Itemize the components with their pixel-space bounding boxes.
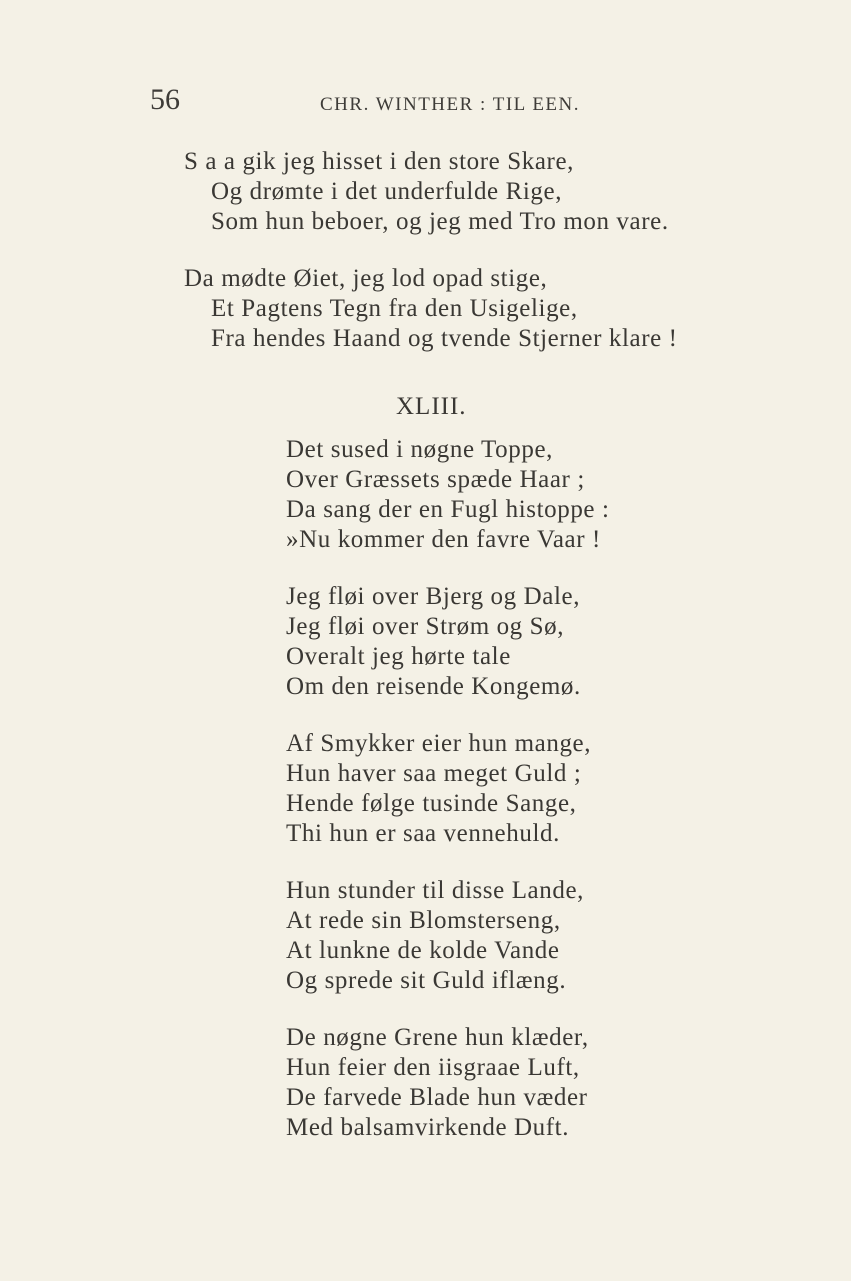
poem-line: »Nu kommer den favre Vaar ! — [286, 526, 601, 553]
poem-line: Overalt jeg hørte tale — [286, 643, 511, 670]
poem-line: Hun stunder til disse Lande, — [286, 877, 585, 904]
poem-line: Og sprede sit Guld iflæng. — [286, 967, 567, 994]
poem-line: Om den reisende Kongemø. — [286, 673, 581, 700]
poem-line: Da mødte Øiet, jeg lod opad stige, — [184, 265, 548, 292]
poem-line: Fra hendes Haand og tvende Stjerner klare ! — [211, 325, 678, 352]
poem-line: Det sused i nøgne Toppe, — [286, 436, 554, 463]
poem-line: Hun haver saa meget Guld ; — [286, 760, 582, 787]
poem-line: Over Græssets spæde Haar ; — [286, 466, 585, 493]
poem-line: Af Smykker eier hun mange, — [286, 730, 592, 757]
poem-line: Med balsamvirkende Duft. — [286, 1114, 570, 1141]
poem-line: De nøgne Grene hun klæder, — [286, 1024, 589, 1051]
poem-line: At lunkne de kolde Vande — [286, 937, 560, 964]
poem-line: Jeg fløi over Bjerg og Dale, — [286, 583, 581, 610]
poem-line: Og drømte i det underfulde Rige, — [211, 178, 563, 205]
poem-line: Hende følge tusinde Sange, — [286, 790, 577, 817]
poem-line: At rede sin Blomsterseng, — [286, 907, 561, 934]
page-number: 56 — [150, 83, 180, 116]
poem-line: Da sang der en Fugl histoppe : — [286, 496, 610, 523]
poem-line: Jeg fløi over Strøm og Sø, — [286, 613, 565, 640]
poem-line: Hun feier den iisgraae Luft, — [286, 1054, 580, 1081]
section-heading: XLIII. — [396, 393, 467, 420]
poem-line: Som hun beboer, og jeg med Tro mon vare. — [211, 208, 669, 235]
poem-line: Thi hun er saa vennehuld. — [286, 820, 560, 847]
poem-line: De farvede Blade hun væder — [286, 1084, 588, 1111]
poem-line: Et Pagtens Tegn fra den Usigelige, — [211, 295, 578, 322]
running-head: CHR. WINTHER : TIL EEN. — [320, 94, 581, 115]
poem-line: S a a gik jeg hisset i den store Skare, — [184, 148, 574, 175]
